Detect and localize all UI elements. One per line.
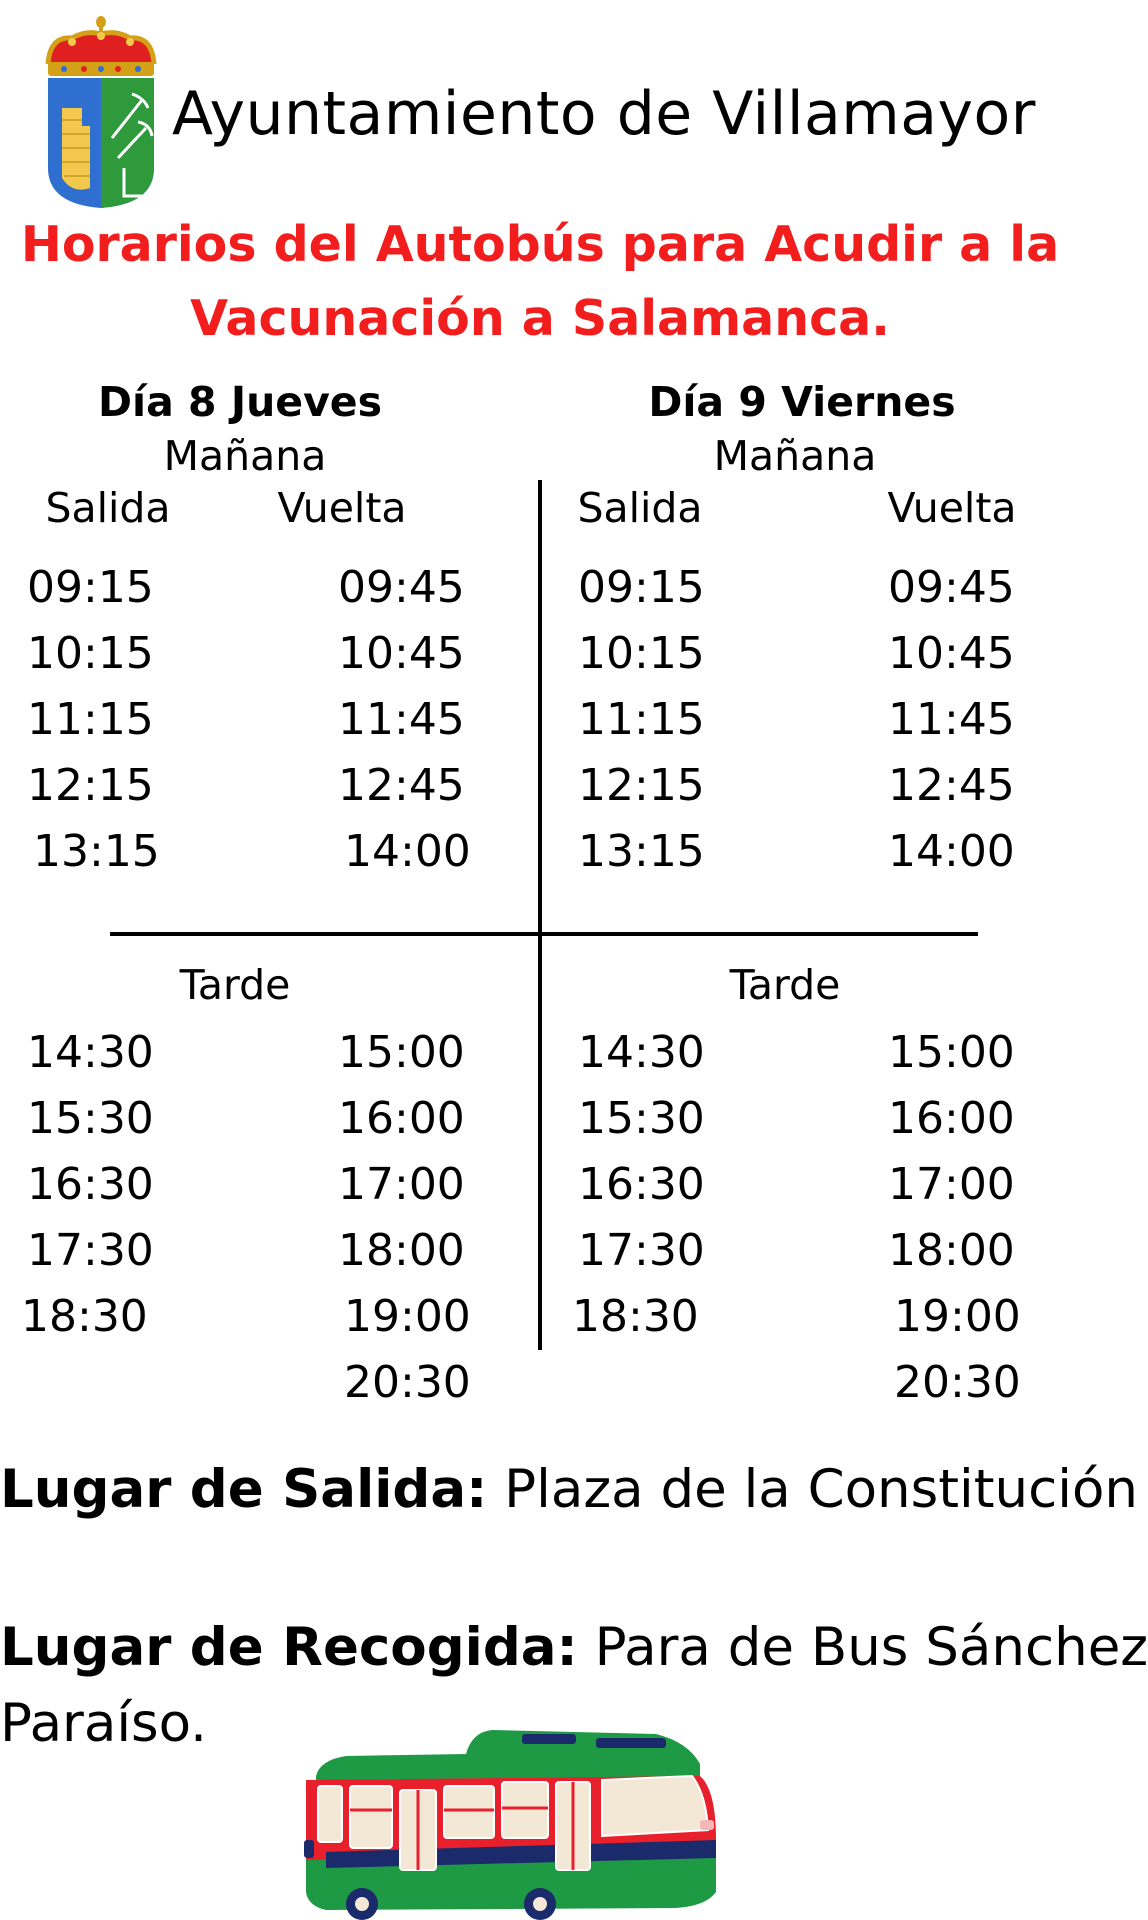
day-2-morning-vuelta: 12:45: [888, 760, 1015, 811]
day-2-morning-label: Mañana: [713, 432, 877, 480]
day-2-afternoon-salida: 17:30: [578, 1225, 705, 1276]
day-2-afternoon-label: Tarde: [729, 961, 841, 1009]
pickup-value: Para de Bus Sánchez: [577, 1617, 1148, 1678]
day-2-morning-salida: 11:15: [578, 694, 705, 745]
day-1-afternoon-vuelta: 15:00: [338, 1027, 465, 1078]
day-1-morning-salida: 09:15: [27, 562, 154, 613]
day-1-afternoon-vuelta: 16:00: [338, 1093, 465, 1144]
day-1-afternoon-label: Tarde: [179, 961, 291, 1009]
day-1-morning-label: Mañana: [163, 432, 327, 480]
horizontal-divider: [110, 932, 978, 936]
departure-label: Lugar de Salida:: [0, 1459, 488, 1520]
day-2-afternoon-salida: 16:30: [578, 1159, 705, 1210]
day-2-morning-vuelta: 09:45: [888, 562, 1015, 613]
day-2-afternoon-vuelta: 16:00: [888, 1093, 1015, 1144]
day-1-vuelta-header: Vuelta: [277, 484, 407, 532]
day-2-afternoon-vuelta: 20:30: [894, 1357, 1021, 1408]
day-2-title: Día 9 Viernes: [648, 378, 956, 426]
day-1-title: Día 8 Jueves: [97, 378, 383, 426]
town-title: Ayuntamiento de Villamayor: [172, 79, 1036, 149]
day-1-morning-salida: 12:15: [27, 760, 154, 811]
pickup-place-line-2: Paraíso.: [0, 1693, 208, 1754]
day-1-afternoon-salida: 14:30: [27, 1027, 154, 1078]
day-2-afternoon-salida: 15:30: [578, 1093, 705, 1144]
vertical-divider: [538, 480, 542, 1350]
day-2-morning-salida: 13:15: [578, 826, 705, 877]
day-2-afternoon-vuelta: 19:00: [894, 1291, 1021, 1342]
day-1-morning-vuelta: 09:45: [338, 562, 465, 613]
day-1-afternoon-vuelta: 20:30: [344, 1357, 471, 1408]
day-2-morning-salida: 12:15: [578, 760, 705, 811]
day-1-afternoon-salida: 15:30: [27, 1093, 154, 1144]
day-1-morning-vuelta: 14:00: [344, 826, 471, 877]
day-2-morning-salida: 09:15: [578, 562, 705, 613]
day-2-morning-vuelta: 11:45: [888, 694, 1015, 745]
day-2-afternoon-vuelta: 18:00: [888, 1225, 1015, 1276]
day-2-morning-salida: 10:15: [578, 628, 705, 679]
day-1-morning-salida: 10:15: [27, 628, 154, 679]
day-1-afternoon-salida: 18:30: [21, 1291, 148, 1342]
day-1-morning-vuelta: 11:45: [338, 694, 465, 745]
day-1-salida-header: Salida: [45, 484, 171, 532]
day-2-afternoon-salida: 18:30: [572, 1291, 699, 1342]
bus-icon: [296, 1720, 742, 1920]
day-2-morning-vuelta: 10:45: [888, 628, 1015, 679]
day-2-afternoon-vuelta: 17:00: [888, 1159, 1015, 1210]
day-1-afternoon-salida: 16:30: [27, 1159, 154, 1210]
day-2-afternoon-salida: 14:30: [578, 1027, 705, 1078]
title-line-2: Vacunación a Salamanca.: [190, 290, 890, 347]
day-2-morning-vuelta: 14:00: [888, 826, 1015, 877]
title-line-1: Horarios del Autobús para Acudir a la: [20, 216, 1060, 273]
day-1-afternoon-vuelta: 18:00: [338, 1225, 465, 1276]
pickup-place: [0, 1610, 1148, 1686]
departure-value: Plaza de la Constitución: [487, 1459, 1139, 1520]
day-1-afternoon-salida: 17:30: [27, 1225, 154, 1276]
day-1-morning-vuelta: 10:45: [338, 628, 465, 679]
day-2-salida-header: Salida: [577, 484, 703, 532]
day-2-vuelta-header: Vuelta: [887, 484, 1017, 532]
day-1-morning-salida: 11:15: [27, 694, 154, 745]
day-1-afternoon-vuelta: 17:00: [338, 1159, 465, 1210]
pickup-label: Lugar de Recogida:: [0, 1617, 578, 1678]
day-1-afternoon-vuelta: 19:00: [344, 1291, 471, 1342]
coat-of-arms-icon: [42, 8, 160, 210]
departure-place: [0, 1452, 1138, 1528]
day-1-morning-vuelta: 12:45: [338, 760, 465, 811]
day-1-morning-salida: 13:15: [33, 826, 160, 877]
page-title: [0, 208, 1080, 356]
day-2-afternoon-vuelta: 15:00: [888, 1027, 1015, 1078]
